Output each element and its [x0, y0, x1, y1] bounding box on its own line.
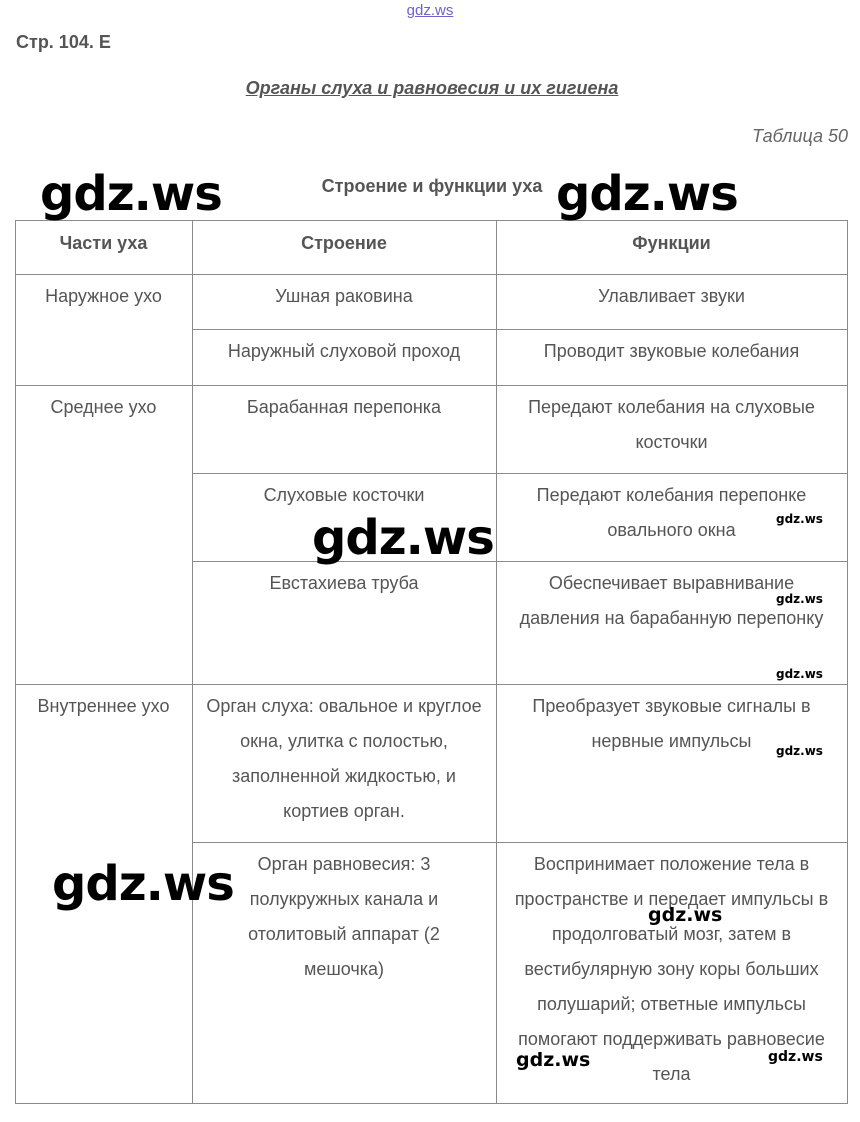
table-border-left: [15, 220, 16, 1104]
page-reference: Стр. 104. Е: [16, 32, 111, 52]
table-border-bottom: [15, 1103, 848, 1104]
part-inner-ear: Внутреннее ухо: [37, 696, 170, 716]
watermark: gdz.ws: [516, 1049, 591, 1071]
function-cell: Воспринимает положение тела в пространстве и передает импульсы в продолговатый мозг, затем в вестибулярную зону коры больших полушарий; ответные импульсы помогают поддерживать равновесие тела: [514, 854, 829, 1084]
function-cell: Преобразует звуковые сигналы в нервные импульсы: [532, 696, 811, 751]
row-divider: [192, 561, 848, 562]
watermark: gdz.ws: [556, 166, 738, 222]
header-structure: Строение: [301, 233, 387, 253]
watermark: gdz.ws: [52, 856, 234, 912]
ear-structure-table: [15, 220, 848, 1104]
section-divider: [15, 684, 848, 685]
structure-cell: Наружный слуховой проход: [227, 341, 461, 361]
function-cell: Передают колебания перепонке овального окна: [536, 485, 807, 540]
structure-cell: Слуховые косточки: [263, 485, 425, 505]
header-functions: Функции: [632, 233, 711, 253]
row-divider: [192, 473, 848, 474]
table-border-right: [847, 220, 848, 1104]
part-middle-ear: Среднее ухо: [50, 397, 157, 417]
structure-cell: Евстахиева труба: [269, 573, 419, 593]
part-outer-ear: Наружное ухо: [45, 286, 162, 306]
table-caption: Строение и функции уха: [321, 176, 543, 196]
site-link[interactable]: gdz.ws: [406, 2, 454, 19]
header-part: Части уха: [59, 233, 148, 253]
watermark: gdz.ws: [648, 904, 723, 926]
function-cell: Улавливает звуки: [598, 286, 745, 306]
watermark: gdz.ws: [776, 667, 823, 681]
structure-cell: Ушная раковина: [275, 286, 413, 306]
document-title: Органы слуха и равновесия и их гигиена: [245, 78, 619, 98]
structure-cell: Барабанная перепонка: [246, 397, 442, 417]
function-cell: Передают колебания на слуховые косточки: [528, 397, 815, 452]
row-divider: [192, 329, 848, 330]
watermark: gdz.ws: [776, 512, 823, 526]
row-divider: [192, 842, 848, 843]
watermark: gdz.ws: [40, 166, 222, 222]
function-cell: Обеспечивает выравнивание давления на барабанную перепонку: [519, 573, 824, 628]
structure-cell: Орган равновесия: 3 полукружных канала и отолитовый аппарат (2 мешочка): [248, 854, 440, 979]
table-number: Таблица 50: [751, 126, 848, 146]
watermark: gdz.ws: [312, 510, 494, 566]
function-cell: Проводит звуковые колебания: [543, 341, 800, 361]
header-divider: [15, 274, 848, 275]
section-divider: [15, 385, 848, 386]
watermark: gdz.ws: [776, 744, 823, 758]
watermark: gdz.ws: [776, 592, 823, 606]
watermark: gdz.ws: [768, 1049, 823, 1065]
structure-cell: Орган слуха: овальное и круглое окна, улитка с полостью, заполненной жидкостью, и кортиев орган.: [206, 696, 482, 821]
